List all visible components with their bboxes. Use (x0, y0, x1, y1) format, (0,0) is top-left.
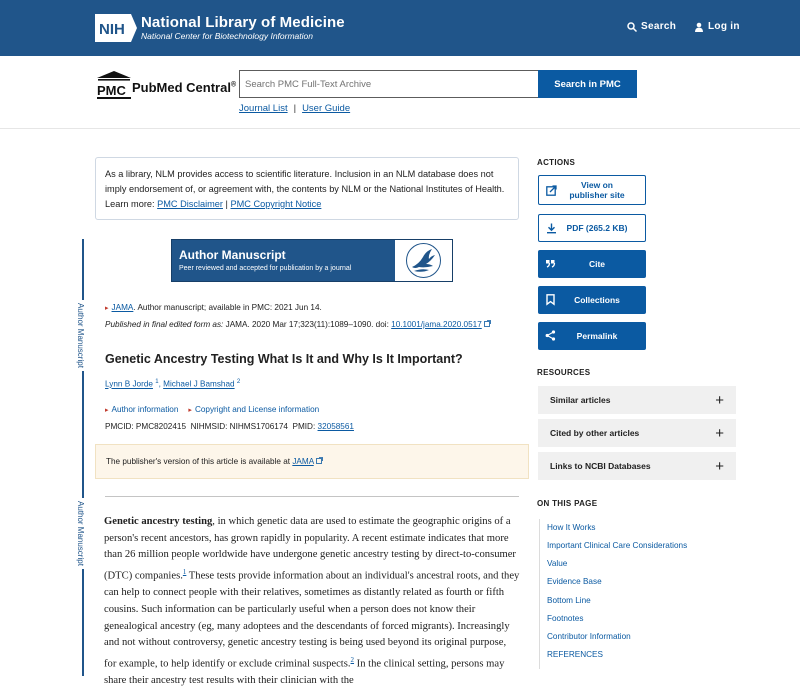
author-link[interactable]: Lynn B Jorde (105, 379, 153, 389)
author-affiliation-sup[interactable]: 2 (236, 379, 241, 385)
publisher-jama-link[interactable]: JAMA (292, 457, 314, 466)
external-link-icon (484, 320, 491, 327)
search-in-pmc-button[interactable]: Search in PMC (538, 70, 637, 98)
on-this-page-heading: ON THIS PAGE (537, 499, 598, 508)
login-button[interactable] (694, 21, 740, 32)
ncbi-subtitle: National Center for Biotechnology Information (141, 31, 313, 41)
svg-text:NIH: NIH (99, 21, 125, 38)
nlm-title[interactable]: National Library of Medicine (141, 14, 345, 31)
body-text-1: , in which genetic data are used to estimate the geographic origins of a person's recent ancestors, has grown rapidly in popularity. A recent estimate indicates that more than 26 million people worldwide have undergone genetic ancestry testing by direct-to-consumer (DTC) companies. (104, 516, 516, 582)
body-text-3: In the clinical setting, persons may share their ancestry test results with their clinician with the (104, 658, 505, 687)
hhs-eagle-icon (395, 240, 452, 281)
author-manuscript-side-label: Author Manuscript (76, 300, 85, 371)
plus-icon: + (715, 424, 724, 442)
permalink-button[interactable] (538, 322, 646, 350)
collections-button[interactable] (538, 286, 646, 314)
cite-label: Cite (588, 259, 606, 269)
plus-icon: + (715, 457, 724, 475)
login-label: Log in (708, 21, 740, 32)
reference-link[interactable]: 1 (182, 568, 187, 577)
header-divider (0, 128, 800, 129)
article-identifiers (105, 422, 354, 431)
am-banner-title: Author Manuscript (179, 248, 286, 262)
view-publisher-line1: View on (581, 180, 613, 190)
author-manuscript-side-label: Author Manuscript (76, 498, 85, 569)
pdf-label: PDF (265.2 KB) (566, 223, 628, 233)
pmc-logo-name[interactable] (132, 80, 236, 95)
external-link-icon (316, 457, 323, 464)
ncbi-links-toggle[interactable] (538, 452, 736, 480)
published-form (105, 320, 491, 329)
nihmsid: NIHMSID: NIHMS1706174 (190, 422, 288, 431)
registered-mark: ® (230, 81, 237, 89)
author-link[interactable]: Michael J Bamshad (163, 379, 235, 389)
toc-link[interactable]: Contributor Information (547, 632, 631, 641)
license-information-label: Copyright and License information (194, 405, 320, 414)
doi-link[interactable]: 10.1001/jama.2020.0517 (391, 320, 482, 329)
svg-text:PMC: PMC (97, 83, 126, 98)
quote-icon (545, 258, 556, 269)
journal-link[interactable]: JAMA (111, 303, 134, 312)
permalink-label: Permalink (576, 331, 618, 341)
view-publisher-line2: publisher site (569, 190, 625, 200)
cite-button[interactable] (538, 250, 646, 278)
article-info-links (105, 405, 319, 414)
banner-search-button[interactable] (627, 21, 676, 32)
publisher-notice-text: The publisher's version of this article is available at (106, 457, 293, 466)
notice-separator: | (225, 199, 228, 209)
resource-label: Similar articles (550, 395, 611, 405)
pdf-download-button[interactable] (538, 214, 646, 242)
expand-arrow-icon: ▸ (188, 407, 192, 414)
nlm-disclaimer-notice (95, 157, 519, 220)
resource-label: Links to NCBI Databases (550, 461, 651, 471)
body-text-2: These tests provide information about an individual's ancestral roots, and they can help to connect people with their relatives, sometimes as distantly related as fourth or fifth cousins. Such information can be particularly useful when a person does not know their genealogical ancestry (eg, many adoptees and the descendants of forced migrants). Increasingly and not without controversy, genetic ancestry testing is being used beyond its original purpose, for example, to help identify or exclude criminal suspects. (104, 570, 520, 670)
toc-link[interactable]: Important Clinical Care Considerations (547, 541, 688, 550)
expand-arrow-icon: ▸ (105, 407, 109, 414)
resources-heading: RESOURCES (537, 368, 591, 377)
am-banner-subtitle: Peer reviewed and accepted for publication by a journal (179, 265, 352, 272)
nih-logo-icon[interactable] (95, 14, 137, 42)
content-divider (105, 496, 519, 497)
toc-link[interactable]: Bottom Line (547, 596, 591, 605)
user-icon (694, 22, 704, 32)
author-information-toggle[interactable] (105, 405, 178, 414)
toc-link[interactable]: Footnotes (547, 614, 584, 623)
pmid-label: PMID: (292, 422, 318, 431)
published-prefix: Published in final edited form as: (105, 320, 224, 329)
toc-link[interactable]: REFERENCES (547, 650, 603, 659)
pmcid: PMCID: PMC8202415 (105, 422, 186, 431)
header-sub-links (239, 103, 350, 114)
article-title: Genetic Ancestry Testing What Is It and Why Is It Important? (105, 352, 463, 366)
toc-link[interactable]: Value (547, 559, 568, 568)
pmc-name-text: PubMed Central (132, 80, 231, 95)
pmc-search-input[interactable] (239, 70, 539, 98)
banner-search-label: Search (641, 21, 677, 32)
license-information-toggle[interactable] (188, 405, 319, 414)
collections-label: Collections (574, 295, 620, 305)
availability-text: . Author manuscript; available in PMC: 2021 Jun 14. (133, 303, 322, 312)
citation-availability (105, 303, 322, 312)
share-icon (545, 330, 556, 341)
view-publisher-button[interactable] (538, 175, 646, 205)
journal-list-link[interactable]: Journal List (239, 103, 288, 114)
body-lead-term: Genetic ancestry testing (104, 516, 213, 527)
search-icon (627, 22, 637, 32)
download-icon (546, 223, 557, 234)
publisher-version-notice (95, 444, 529, 479)
author-list: Lynn B Jorde $^1$, Michael J Bamshad $^2$ (105, 379, 241, 389)
expand-arrow-icon: ▸ (105, 305, 109, 312)
toc-guide-line (539, 519, 540, 669)
actions-heading: ACTIONS (537, 158, 576, 167)
similar-articles-toggle[interactable] (538, 386, 736, 414)
author-manuscript-banner (171, 239, 453, 282)
toc-link[interactable]: How It Works (547, 523, 596, 532)
user-guide-link[interactable]: User Guide (302, 103, 351, 114)
pmid-link[interactable]: 32058561 (317, 422, 354, 431)
external-link-icon (546, 185, 557, 196)
author-affiliation-sup[interactable]: 1 (155, 379, 159, 385)
toc-link[interactable]: Evidence Base (547, 577, 602, 586)
article-body-paragraph (104, 514, 520, 690)
pmc-copyright-link[interactable]: PMC Copyright Notice (230, 199, 322, 209)
cited-by-toggle[interactable] (538, 419, 736, 447)
author-information-label: Author information (111, 405, 179, 414)
plus-icon: + (715, 391, 724, 409)
notice-text: As a library, NLM provides access to scientific literature. Inclusion in an NLM database does not imply endorsement of, or agreement with, the contents by NLM or the National Institutes of Health. (105, 169, 505, 194)
bookmark-icon (545, 294, 556, 305)
pmc-disclaimer-link[interactable]: PMC Disclaimer (157, 199, 223, 209)
published-detail: JAMA. 2020 Mar 17;323(11):1089–1090. doi: (223, 320, 392, 329)
learn-more-label: Learn more: (105, 199, 155, 209)
resource-label: Cited by other articles (550, 428, 640, 438)
link-separator: | (293, 103, 297, 114)
reference-link[interactable]: 2 (350, 656, 355, 665)
nlm-banner (0, 0, 800, 56)
